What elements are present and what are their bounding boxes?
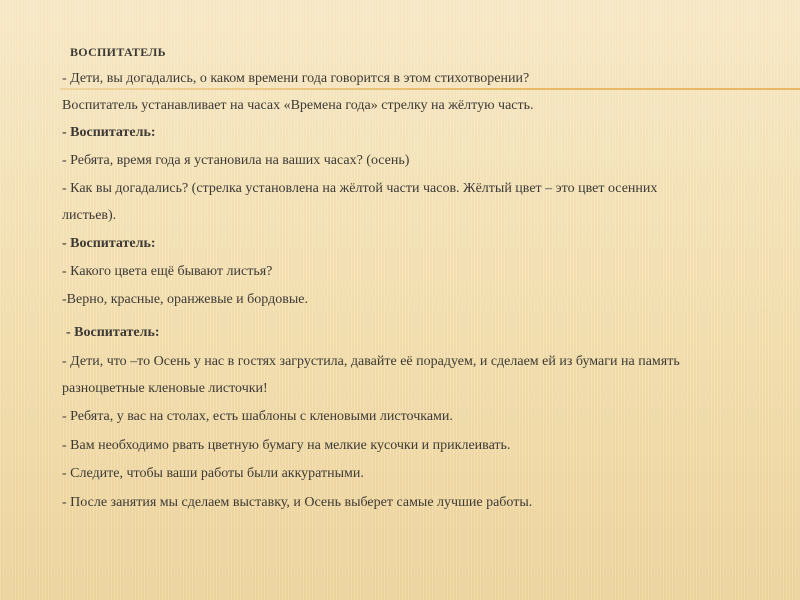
text-line: - Дети, вы догадались, о каком времени года говорится в этом стихотворении? [62,71,530,86]
speaker-label: - Воспитатель: [66,325,160,340]
text-line: -Верно, красные, оранжевые и бордовые. [62,292,308,307]
text-line: - Ребята, у вас на столах, есть шаблоны с кленовыми листочками. [62,409,453,424]
text-line: - После занятия мы сделаем выставку, и Осень выберет самые лучшие работы. [62,495,533,510]
speaker-label: - Воспитатель: [62,236,156,251]
speaker-label: - Воспитатель: [62,125,156,140]
text-line: листьев). [62,208,117,223]
text-line: Воспитатель устанавливает на часах «Времена года» стрелку на жёлтую часть. [62,98,534,113]
text-line: - Вам необходимо рвать цветную бумагу на мелкие кусочки и приклеивать. [62,438,511,453]
text-line: - Как вы догадались? (стрелка установлена на жёлтой части часов. Жёлтый цвет – это цвет осенних [62,181,658,196]
text-line: - Следите, чтобы ваши работы были аккуратными. [62,466,364,481]
text-line: - Ребята, время года я установила на ваших часах? (осень) [62,153,410,168]
slide-title: ВОСПИТАТЕЛЬ [70,45,166,59]
text-line: разноцветные кленовые листочки! [62,381,268,396]
text-line: - Дети, что –то Осень у нас в гостях загрустила, давайте её порадуем, и сделаем ей из бумаги на память [62,354,680,369]
divider-line [60,88,800,90]
text-line: - Какого цвета ещё бывают листья? [62,264,273,279]
